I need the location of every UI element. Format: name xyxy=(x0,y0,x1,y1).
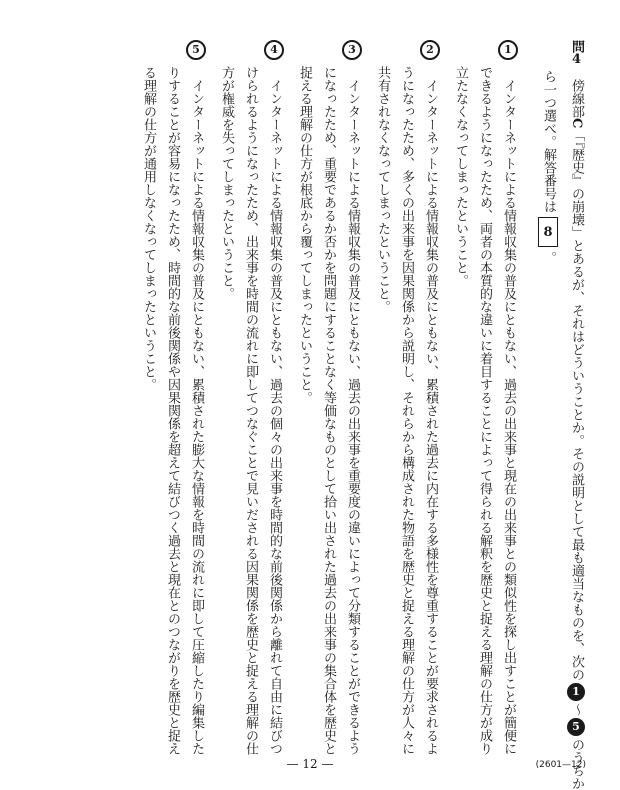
option-4-line-3 xyxy=(214,40,238,756)
option-text: インターネットによる情報収集の普及にともない、過去の出来事と現在の出来事との類似性を探し出すことが簡便に xyxy=(501,79,516,755)
option-text: になったため、重要であるか否かを問題にすることなく等価なものとして拾い出された過去の出来事の集合体を歴史と xyxy=(321,66,336,755)
range-start-icon: 1 xyxy=(567,683,585,701)
question-number: 4 xyxy=(571,53,582,66)
option-5-line-2 xyxy=(160,40,184,756)
option-4-line-2 xyxy=(238,40,262,756)
page-code: (2601—12) xyxy=(535,760,586,770)
option-5-line-3 xyxy=(136,40,160,756)
option-1-line-1[interactable] xyxy=(496,40,520,755)
option-2-line-2 xyxy=(394,40,418,756)
option-number-icon: 5 xyxy=(186,40,206,60)
question-text-2a: ら一つ選べ。解答番号は xyxy=(541,70,556,213)
question-text-2b: 。 xyxy=(541,251,556,264)
option-text: 立たなくなってしまったということ。 xyxy=(453,66,468,287)
option-2-line-1[interactable] xyxy=(418,40,442,755)
underline-marker: C xyxy=(569,118,584,129)
option-3-line-1[interactable] xyxy=(340,40,364,755)
page-number: — 12 — xyxy=(286,757,334,771)
option-number-icon: 2 xyxy=(420,40,440,60)
question-label: 問 xyxy=(569,40,584,53)
range-separator: ～ xyxy=(569,702,584,716)
answer-number-box[interactable]: 8 xyxy=(538,217,558,247)
range-end-icon: 5 xyxy=(567,718,585,736)
option-text: インターネットによる情報収集の普及にともない、累積された過去に内在する多様性を尊重することが要求されるよ xyxy=(423,79,438,755)
option-text: けられるようになったため、出来事を時間の流れに即してつなぐことで見いだされる因果関係を歴史と捉える理解の仕 xyxy=(243,66,258,755)
question-text-1a: 傍線部 xyxy=(569,79,584,118)
option-number-icon: 3 xyxy=(342,40,362,60)
option-text: できるようになったため、両者の本質的な違いに着目することによって得られる解釈を歴史と捉える理解の仕方が成り xyxy=(477,66,492,755)
option-number-icon: 4 xyxy=(264,40,284,60)
option-3-line-2 xyxy=(316,40,340,756)
option-text: インターネットによる情報収集の普及にともない、累積された膨大な情報を時間の流れに即して圧縮したり編集した xyxy=(189,79,204,755)
option-text: インターネットによる情報収集の普及にともない、過去の出来事を重要度の違いによって分類することができるよう xyxy=(345,79,360,755)
option-1-line-2 xyxy=(472,40,496,756)
option-text: 共有されなくなってしまったということ。 xyxy=(375,66,390,313)
option-5-line-1[interactable] xyxy=(184,40,208,755)
option-text: うになったため、多くの出来事を因果関係から説明し、それらから構成された物語を歴史と捉える理解の仕方が人々に xyxy=(399,66,414,755)
option-2-line-3 xyxy=(370,40,394,756)
option-1-line-3 xyxy=(448,40,472,756)
option-4-line-1[interactable] xyxy=(262,40,286,755)
question-text-1c: のうちか xyxy=(569,737,584,790)
option-3-line-3 xyxy=(292,40,316,756)
question-text-1b: 「『歴史』の崩壊」とあるが、それはどういうことか。その説明として最も適当なものを、次の xyxy=(569,128,584,681)
question-stem-line-1 xyxy=(564,40,588,790)
option-text: りすることが容易になったため、時間的な前後関係や因果関係を超えて結びつく過去と現在とのつながりを歴史と捉え xyxy=(165,66,180,755)
option-text: インターネットによる情報収集の普及にともない、過去の個々の出来事を時間的な前後関係から離れて自由に結びつ xyxy=(267,79,282,755)
option-number-icon: 1 xyxy=(498,40,518,60)
question-stem-line-2 xyxy=(536,40,560,760)
option-text: る理解の仕方が通用しなくなってしまったということ。 xyxy=(141,66,156,391)
option-text: 捉える理解の仕方が根底から覆ってしまったということ。 xyxy=(297,66,312,404)
option-text: 方が権威を失ってしまったということ。 xyxy=(219,66,234,300)
